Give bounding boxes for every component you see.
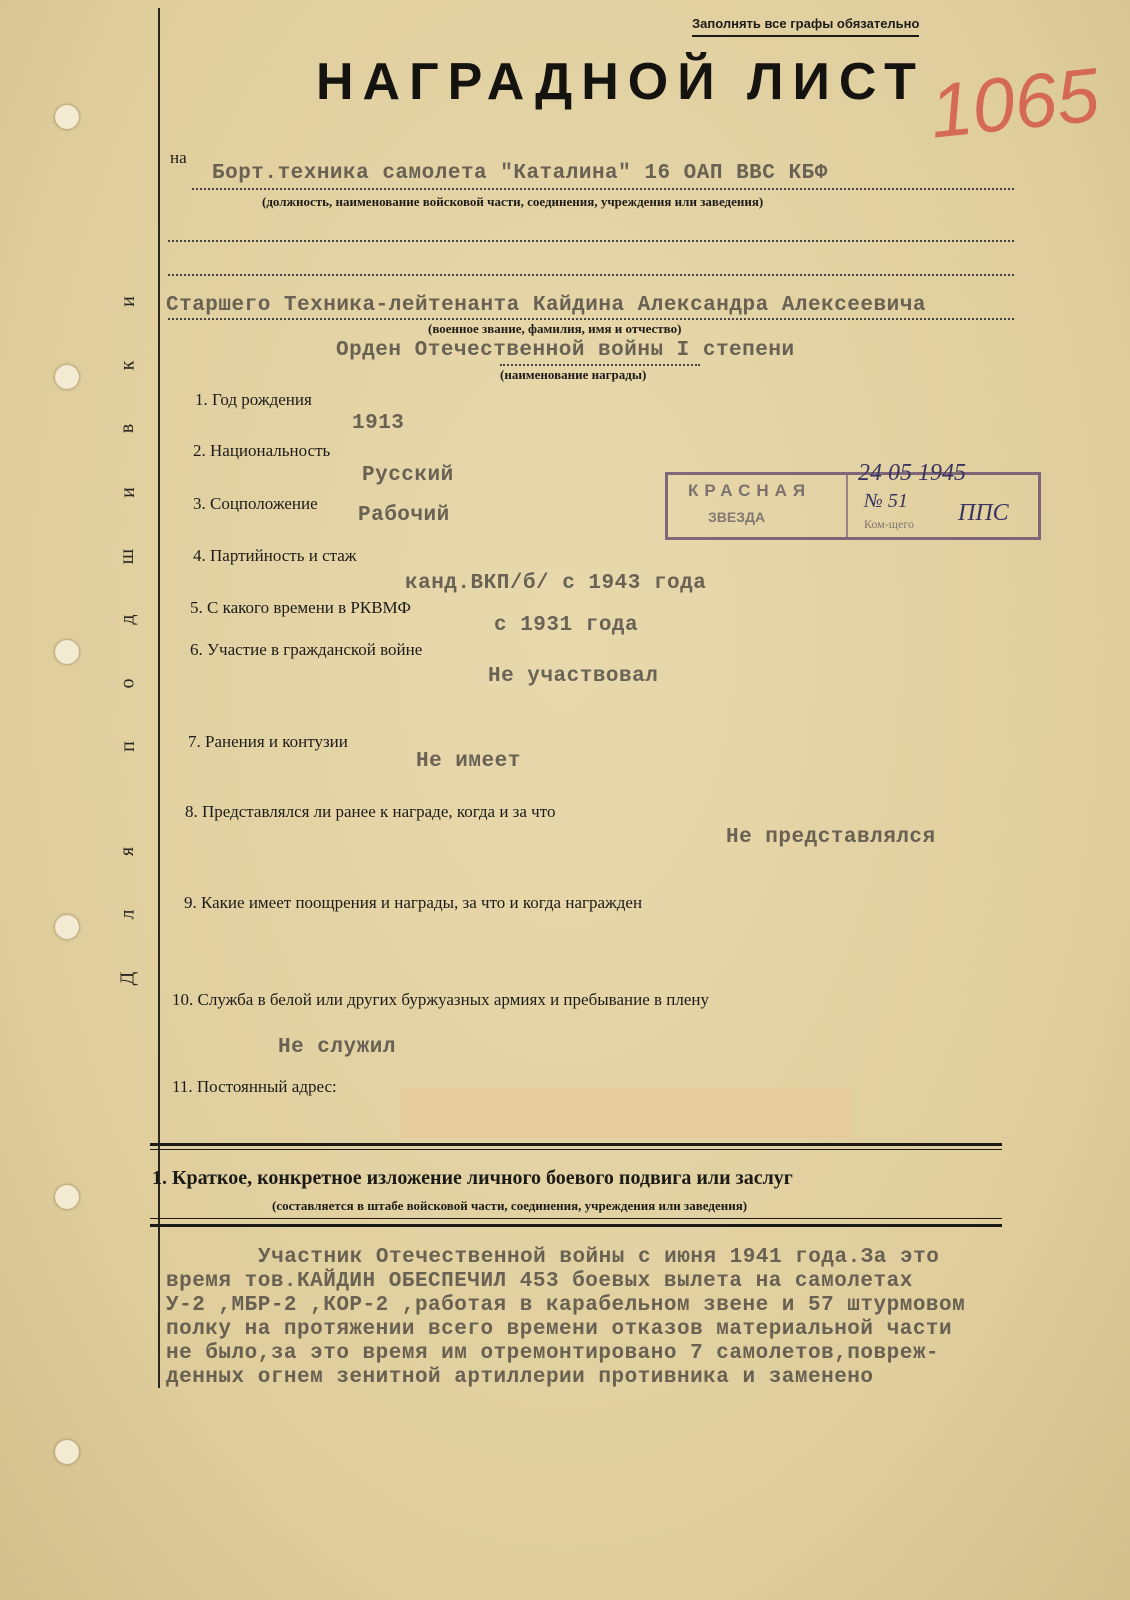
dotted-line — [168, 274, 1014, 276]
field-value: Рабочий — [358, 504, 450, 527]
field-label: 5. С какого времени в РКВМФ — [190, 598, 411, 617]
punch-hole — [55, 915, 79, 939]
stamp-line2: ЗВЕЗДА — [708, 509, 766, 525]
punch-hole — [55, 1185, 79, 1209]
field-value: с 1931 года — [494, 614, 639, 637]
punch-hole — [55, 640, 79, 664]
field-label: 9. Какие имеет поощрения и награды, за что и когда награжден — [184, 893, 643, 912]
section-rule — [150, 1149, 1002, 1150]
field-value: Не имеет — [416, 750, 521, 773]
redacted-address — [400, 1088, 850, 1138]
binding-label-letter: в — [116, 424, 139, 434]
punch-hole — [55, 105, 79, 129]
binding-label-letter: л — [116, 909, 139, 920]
binding-label-letter: и — [116, 487, 139, 498]
position-value: Борт.техника самолета "Каталина" 16 ОАП ВВС КБФ — [212, 162, 828, 185]
field-value: канд.ВКП/б/ с 1943 года — [405, 572, 707, 595]
dotted-line — [168, 318, 1014, 320]
na-label: на — [170, 148, 187, 167]
punch-hole — [55, 1440, 79, 1464]
punch-hole — [55, 365, 79, 389]
instruction-note: Заполнять все графы обязательно — [692, 16, 919, 37]
field-label: 10. Служба в белой или других буржуазных армиях и пребывание в плену — [172, 990, 709, 1009]
field-label: 3. Соцположение — [193, 494, 318, 513]
award-stamp — [665, 460, 1041, 540]
narrative-line: У-2 ,МБР-2 ,КОР-2 ,работая в карабельном звене и 57 штурмовом — [166, 1294, 966, 1317]
field-label: 8. Представлялся ли ранее к награде, когда и за что — [185, 802, 556, 821]
binding-label-letter: к — [116, 360, 139, 370]
field-label: 4. Партийность и стаж — [193, 546, 357, 565]
binding-label-letter: и — [116, 296, 139, 307]
section1-caption: (составляется в штабе войсковой части, соединения, учреждения или заведения) — [272, 1198, 748, 1213]
stamp-date: 24 05 1945 — [858, 460, 966, 486]
binding-label-letter: я — [116, 846, 139, 856]
field-label: 11. Постоянный адрес: — [172, 1077, 337, 1096]
dotted-line — [500, 364, 700, 366]
section1-title: 1. Краткое, конкретное изложение личного боевого подвига или заслуг — [152, 1167, 793, 1189]
stamp-number: № 51 — [864, 490, 908, 512]
narrative-line: денных огнем зенитной артиллерии противника и заменено — [166, 1366, 874, 1389]
narrative-line: Участник Отечественной войны с июня 1941 года.За это — [258, 1246, 940, 1269]
award-value: Орден Отечественной войны I степени — [336, 339, 795, 362]
field-label: 7. Ранения и контузии — [188, 732, 348, 751]
binding-label-letter: Д — [116, 971, 139, 986]
dotted-line — [192, 188, 1014, 190]
section-rule — [150, 1224, 1002, 1227]
binding-label — [108, 290, 148, 990]
field-label: 2. Национальность — [193, 441, 331, 460]
archive-number: 1065 — [926, 52, 1104, 155]
narrative-line: полку на протяжении всего времени отказов материальной части — [166, 1318, 953, 1341]
position-caption: (должность, наименование войсковой части, соединения, учреждения или заведения) — [262, 194, 764, 209]
narrative-line: время тов.КАЙДИН ОБЕСПЕЧИЛ 453 боевых вылета на самолетах — [166, 1270, 913, 1293]
binding-label-letter: ш — [116, 548, 139, 564]
narrative — [166, 1246, 965, 1390]
dotted-line — [168, 240, 1014, 242]
field-value: Русский — [362, 464, 454, 487]
stamp-signature-label: Ком-щего — [864, 517, 914, 531]
rank-value: Старшего Техника-лейтенанта Кайдина Александра Алексеевича — [166, 294, 926, 317]
narrative-line: не было,за это время им отремонтировано 7 самолетов,повреж- — [166, 1342, 940, 1365]
section-rule — [150, 1143, 1002, 1146]
field-value: Не служил — [278, 1036, 396, 1059]
rank-caption: (военное звание, фамилия, имя и отчество) — [428, 321, 682, 336]
field-value: Не представлялся — [726, 826, 936, 849]
binding-label-letter: о — [116, 678, 139, 689]
award-caption: (наименование награды) — [500, 367, 647, 382]
field-value: 1913 — [352, 412, 405, 435]
stamp-line1: КРАСНАЯ — [688, 481, 812, 500]
field-label: 1. Год рождения — [195, 390, 312, 409]
stamp-signature: ППС — [958, 500, 1009, 526]
binding-label-letter: п — [116, 741, 139, 753]
page-title: НАГРАДНОЙ ЛИСТ — [316, 53, 925, 111]
field-label: 6. Участие в гражданской войне — [190, 640, 423, 659]
section-rule — [150, 1218, 1002, 1219]
field-value: Не участвовал — [488, 665, 659, 688]
binding-label-letter: д — [116, 614, 139, 625]
